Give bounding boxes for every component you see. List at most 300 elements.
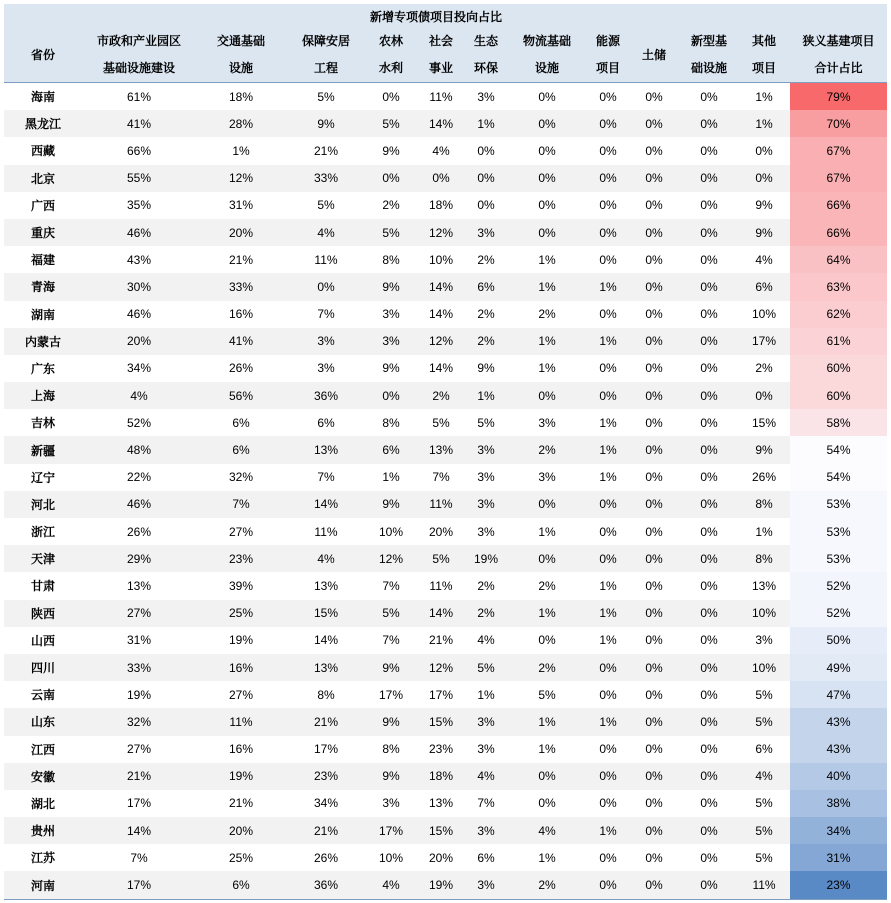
- total-share-cell: 62%: [790, 301, 887, 328]
- value-cell: 0%: [628, 137, 680, 164]
- value-cell: 0%: [628, 382, 680, 409]
- total-share-cell: 70%: [790, 110, 887, 137]
- value-cell: 3%: [366, 301, 416, 328]
- value-cell: 0%: [680, 464, 738, 491]
- value-cell: 4%: [506, 817, 588, 844]
- value-cell: 3%: [466, 708, 506, 735]
- value-cell: 0%: [506, 545, 588, 572]
- value-cell: 41%: [82, 110, 196, 137]
- value-cell: 14%: [416, 273, 466, 300]
- value-cell: 0%: [628, 763, 680, 790]
- table-row: [4, 844, 887, 871]
- table-row: [4, 518, 887, 545]
- value-cell: 4%: [416, 137, 466, 164]
- value-cell: 0%: [628, 871, 680, 899]
- value-cell: 5%: [738, 708, 790, 735]
- value-cell: 10%: [366, 844, 416, 871]
- value-cell: 1%: [738, 83, 790, 111]
- province-cell: 上海: [4, 382, 82, 409]
- value-cell: 0%: [738, 137, 790, 164]
- province-cell: 辽宁: [4, 464, 82, 491]
- table-row: [4, 192, 887, 219]
- total-share-cell: 31%: [790, 844, 887, 871]
- table-row: [4, 382, 887, 409]
- value-cell: 19%: [196, 763, 286, 790]
- value-cell: 1%: [738, 110, 790, 137]
- value-cell: 0%: [506, 165, 588, 192]
- value-cell: 0%: [506, 219, 588, 246]
- value-cell: 18%: [416, 763, 466, 790]
- column-header-0: 省份: [4, 28, 82, 83]
- value-cell: 15%: [286, 600, 366, 627]
- value-cell: 39%: [196, 572, 286, 599]
- value-cell: 26%: [196, 355, 286, 382]
- value-cell: 0%: [628, 355, 680, 382]
- value-cell: 0%: [680, 328, 738, 355]
- value-cell: 61%: [82, 83, 196, 111]
- value-cell: 17%: [366, 681, 416, 708]
- value-cell: 5%: [416, 545, 466, 572]
- value-cell: 1%: [196, 137, 286, 164]
- value-cell: 19%: [196, 627, 286, 654]
- value-cell: 0%: [680, 871, 738, 899]
- value-cell: 28%: [196, 110, 286, 137]
- value-cell: 2%: [466, 301, 506, 328]
- value-cell: 9%: [738, 436, 790, 463]
- value-cell: 7%: [286, 301, 366, 328]
- province-cell: 湖南: [4, 301, 82, 328]
- column-header-2-line2: 设施: [196, 55, 286, 83]
- value-cell: 0%: [588, 844, 628, 871]
- value-cell: 21%: [196, 246, 286, 273]
- value-cell: 0%: [628, 545, 680, 572]
- value-cell: 2%: [738, 355, 790, 382]
- value-cell: 27%: [196, 518, 286, 545]
- value-cell: 0%: [680, 137, 738, 164]
- value-cell: 0%: [286, 273, 366, 300]
- province-cell: 天津: [4, 545, 82, 572]
- column-header-2: 交通基础: [196, 28, 286, 55]
- value-cell: 0%: [588, 736, 628, 763]
- value-cell: 0%: [680, 518, 738, 545]
- value-cell: 26%: [738, 464, 790, 491]
- column-header-8: 能源: [588, 28, 628, 55]
- value-cell: 2%: [466, 572, 506, 599]
- column-header-6-line2: 环保: [466, 55, 506, 83]
- total-share-cell: 60%: [790, 382, 887, 409]
- value-cell: 4%: [466, 627, 506, 654]
- value-cell: 0%: [680, 382, 738, 409]
- total-share-cell: 43%: [790, 736, 887, 763]
- value-cell: 0%: [738, 382, 790, 409]
- value-cell: 2%: [466, 246, 506, 273]
- value-cell: 1%: [588, 409, 628, 436]
- value-cell: 0%: [628, 301, 680, 328]
- value-cell: 0%: [506, 192, 588, 219]
- value-cell: 0%: [588, 192, 628, 219]
- value-cell: 0%: [628, 708, 680, 735]
- value-cell: 0%: [588, 491, 628, 518]
- value-cell: 26%: [82, 518, 196, 545]
- value-cell: 33%: [82, 654, 196, 681]
- value-cell: 56%: [196, 382, 286, 409]
- value-cell: 0%: [588, 219, 628, 246]
- province-cell: 黑龙江: [4, 110, 82, 137]
- value-cell: 0%: [506, 83, 588, 111]
- value-cell: 8%: [286, 681, 366, 708]
- value-cell: 0%: [506, 790, 588, 817]
- province-cell: 福建: [4, 246, 82, 273]
- total-share-cell: 58%: [790, 409, 887, 436]
- total-share-cell: 63%: [790, 273, 887, 300]
- value-cell: 27%: [82, 600, 196, 627]
- value-cell: 41%: [196, 328, 286, 355]
- table-row: [4, 600, 887, 627]
- table-row: [4, 165, 887, 192]
- value-cell: 2%: [506, 654, 588, 681]
- value-cell: 5%: [366, 219, 416, 246]
- value-cell: 12%: [416, 328, 466, 355]
- province-cell: 四川: [4, 654, 82, 681]
- value-cell: 1%: [506, 273, 588, 300]
- table-row: [4, 491, 887, 518]
- value-cell: 11%: [286, 518, 366, 545]
- total-share-cell: 67%: [790, 137, 887, 164]
- value-cell: 0%: [506, 763, 588, 790]
- value-cell: 3%: [466, 436, 506, 463]
- table-row: [4, 572, 887, 599]
- value-cell: 0%: [680, 301, 738, 328]
- value-cell: 6%: [196, 409, 286, 436]
- total-share-cell: 79%: [790, 83, 887, 111]
- value-cell: 0%: [466, 137, 506, 164]
- value-cell: 0%: [680, 192, 738, 219]
- value-cell: 32%: [196, 464, 286, 491]
- value-cell: 26%: [286, 844, 366, 871]
- value-cell: 0%: [588, 137, 628, 164]
- value-cell: 9%: [738, 219, 790, 246]
- table-body: [4, 83, 887, 900]
- table-row: [4, 464, 887, 491]
- header-row-1: [4, 28, 887, 55]
- value-cell: 4%: [738, 763, 790, 790]
- value-cell: 14%: [286, 491, 366, 518]
- total-share-cell: 54%: [790, 464, 887, 491]
- value-cell: 5%: [286, 83, 366, 111]
- value-cell: 0%: [588, 790, 628, 817]
- value-cell: 9%: [466, 355, 506, 382]
- value-cell: 0%: [628, 491, 680, 518]
- value-cell: 1%: [506, 600, 588, 627]
- value-cell: 0%: [680, 246, 738, 273]
- total-share-cell: 34%: [790, 817, 887, 844]
- province-cell: 甘肃: [4, 572, 82, 599]
- value-cell: 0%: [416, 165, 466, 192]
- value-cell: 0%: [588, 83, 628, 111]
- value-cell: 14%: [416, 600, 466, 627]
- value-cell: 1%: [466, 382, 506, 409]
- value-cell: 43%: [82, 246, 196, 273]
- value-cell: 6%: [196, 436, 286, 463]
- value-cell: 17%: [416, 681, 466, 708]
- value-cell: 0%: [628, 192, 680, 219]
- column-header-12-line2: 合计占比: [790, 55, 887, 83]
- province-cell: 河南: [4, 871, 82, 899]
- value-cell: 31%: [82, 627, 196, 654]
- value-cell: 0%: [680, 681, 738, 708]
- table-caption: 新增专项债项目投向占比: [82, 4, 790, 28]
- value-cell: 1%: [588, 572, 628, 599]
- value-cell: 0%: [680, 273, 738, 300]
- value-cell: 52%: [82, 409, 196, 436]
- value-cell: 4%: [286, 545, 366, 572]
- value-cell: 1%: [588, 328, 628, 355]
- value-cell: 1%: [506, 844, 588, 871]
- table-row: [4, 627, 887, 654]
- value-cell: 1%: [506, 328, 588, 355]
- value-cell: 0%: [588, 110, 628, 137]
- value-cell: 3%: [466, 518, 506, 545]
- table-row: [4, 273, 887, 300]
- value-cell: 9%: [366, 491, 416, 518]
- value-cell: 20%: [416, 518, 466, 545]
- value-cell: 10%: [738, 600, 790, 627]
- value-cell: 0%: [680, 219, 738, 246]
- value-cell: 19%: [416, 871, 466, 899]
- value-cell: 4%: [738, 246, 790, 273]
- total-share-cell: 60%: [790, 355, 887, 382]
- value-cell: 4%: [466, 763, 506, 790]
- province-cell: 山东: [4, 708, 82, 735]
- column-header-9: 土储: [628, 28, 680, 83]
- value-cell: 4%: [286, 219, 366, 246]
- value-cell: 2%: [506, 301, 588, 328]
- value-cell: 10%: [416, 246, 466, 273]
- table-row: [4, 436, 887, 463]
- value-cell: 0%: [628, 219, 680, 246]
- value-cell: 8%: [366, 246, 416, 273]
- value-cell: 15%: [416, 708, 466, 735]
- value-cell: 11%: [738, 871, 790, 899]
- value-cell: 13%: [82, 572, 196, 599]
- province-cell: 重庆: [4, 219, 82, 246]
- total-header-spacer: [790, 4, 887, 28]
- value-cell: 0%: [680, 165, 738, 192]
- value-cell: 13%: [286, 654, 366, 681]
- table-row: [4, 83, 887, 111]
- total-share-cell: 66%: [790, 219, 887, 246]
- value-cell: 33%: [196, 273, 286, 300]
- column-header-7: 物流基础: [506, 28, 588, 55]
- column-header-3-line2: 工程: [286, 55, 366, 83]
- value-cell: 0%: [628, 790, 680, 817]
- province-cell: 青海: [4, 273, 82, 300]
- table-row: [4, 301, 887, 328]
- province-cell: 北京: [4, 165, 82, 192]
- value-cell: 13%: [286, 436, 366, 463]
- value-cell: 7%: [366, 572, 416, 599]
- value-cell: 3%: [286, 328, 366, 355]
- value-cell: 13%: [416, 436, 466, 463]
- value-cell: 9%: [366, 137, 416, 164]
- value-cell: 2%: [416, 382, 466, 409]
- value-cell: 0%: [628, 681, 680, 708]
- value-cell: 0%: [588, 246, 628, 273]
- value-cell: 0%: [588, 681, 628, 708]
- value-cell: 8%: [738, 491, 790, 518]
- value-cell: 0%: [628, 654, 680, 681]
- total-share-cell: 23%: [790, 871, 887, 899]
- value-cell: 15%: [738, 409, 790, 436]
- value-cell: 21%: [286, 708, 366, 735]
- column-header-4: 农林: [366, 28, 416, 55]
- value-cell: 2%: [366, 192, 416, 219]
- value-cell: 2%: [506, 436, 588, 463]
- value-cell: 0%: [588, 763, 628, 790]
- total-share-cell: 38%: [790, 790, 887, 817]
- value-cell: 3%: [466, 817, 506, 844]
- value-cell: 1%: [588, 273, 628, 300]
- value-cell: 21%: [196, 790, 286, 817]
- value-cell: 0%: [680, 83, 738, 111]
- value-cell: 0%: [588, 165, 628, 192]
- value-cell: 0%: [680, 844, 738, 871]
- total-share-cell: 49%: [790, 654, 887, 681]
- value-cell: 19%: [466, 545, 506, 572]
- value-cell: 0%: [628, 110, 680, 137]
- table-row: [4, 355, 887, 382]
- total-share-cell: 67%: [790, 165, 887, 192]
- table-row: [4, 246, 887, 273]
- value-cell: 0%: [506, 382, 588, 409]
- value-cell: 7%: [82, 844, 196, 871]
- value-cell: 5%: [366, 110, 416, 137]
- value-cell: 7%: [286, 464, 366, 491]
- value-cell: 17%: [738, 328, 790, 355]
- value-cell: 7%: [416, 464, 466, 491]
- value-cell: 0%: [680, 790, 738, 817]
- value-cell: 1%: [588, 708, 628, 735]
- table-row: [4, 871, 887, 899]
- value-cell: 0%: [680, 545, 738, 572]
- value-cell: 5%: [366, 600, 416, 627]
- value-cell: 17%: [82, 871, 196, 899]
- value-cell: 46%: [82, 301, 196, 328]
- value-cell: 0%: [466, 165, 506, 192]
- province-cell: 吉林: [4, 409, 82, 436]
- value-cell: 12%: [366, 545, 416, 572]
- value-cell: 27%: [82, 736, 196, 763]
- column-header-3: 保障安居: [286, 28, 366, 55]
- value-cell: 0%: [628, 464, 680, 491]
- total-share-cell: 53%: [790, 491, 887, 518]
- column-header-8-line2: 项目: [588, 55, 628, 83]
- province-cell: 贵州: [4, 817, 82, 844]
- value-cell: 25%: [196, 600, 286, 627]
- value-cell: 0%: [680, 817, 738, 844]
- value-cell: 9%: [366, 654, 416, 681]
- total-share-cell: 50%: [790, 627, 887, 654]
- value-cell: 25%: [196, 844, 286, 871]
- value-cell: 48%: [82, 436, 196, 463]
- value-cell: 5%: [506, 681, 588, 708]
- value-cell: 4%: [82, 382, 196, 409]
- province-cell: 广西: [4, 192, 82, 219]
- value-cell: 20%: [416, 844, 466, 871]
- value-cell: 33%: [286, 165, 366, 192]
- value-cell: 17%: [286, 736, 366, 763]
- value-cell: 11%: [196, 708, 286, 735]
- value-cell: 17%: [82, 790, 196, 817]
- value-cell: 36%: [286, 871, 366, 899]
- value-cell: 11%: [416, 572, 466, 599]
- value-cell: 12%: [416, 219, 466, 246]
- value-cell: 0%: [506, 137, 588, 164]
- value-cell: 10%: [366, 518, 416, 545]
- value-cell: 10%: [738, 654, 790, 681]
- value-cell: 3%: [286, 355, 366, 382]
- value-cell: 13%: [416, 790, 466, 817]
- value-cell: 1%: [588, 627, 628, 654]
- value-cell: 2%: [466, 328, 506, 355]
- province-cell: 西藏: [4, 137, 82, 164]
- value-cell: 6%: [366, 436, 416, 463]
- table-row: [4, 681, 887, 708]
- value-cell: 0%: [680, 600, 738, 627]
- province-cell: 海南: [4, 83, 82, 111]
- value-cell: 23%: [416, 736, 466, 763]
- column-header-11-line2: 项目: [738, 55, 790, 83]
- value-cell: 14%: [416, 301, 466, 328]
- value-cell: 0%: [680, 436, 738, 463]
- value-cell: 1%: [466, 110, 506, 137]
- table-container: [4, 4, 887, 900]
- value-cell: 14%: [82, 817, 196, 844]
- province-cell: 内蒙古: [4, 328, 82, 355]
- value-cell: 35%: [82, 192, 196, 219]
- value-cell: 7%: [366, 627, 416, 654]
- value-cell: 6%: [738, 273, 790, 300]
- value-cell: 9%: [366, 763, 416, 790]
- value-cell: 0%: [628, 627, 680, 654]
- value-cell: 3%: [466, 464, 506, 491]
- value-cell: 22%: [82, 464, 196, 491]
- value-cell: 1%: [588, 436, 628, 463]
- table-row: [4, 763, 887, 790]
- column-header-11: 其他: [738, 28, 790, 55]
- value-cell: 8%: [738, 545, 790, 572]
- value-cell: 11%: [416, 83, 466, 111]
- value-cell: 1%: [366, 464, 416, 491]
- value-cell: 9%: [366, 273, 416, 300]
- value-cell: 0%: [628, 436, 680, 463]
- value-cell: 34%: [82, 355, 196, 382]
- value-cell: 11%: [286, 246, 366, 273]
- value-cell: 21%: [416, 627, 466, 654]
- value-cell: 3%: [466, 83, 506, 111]
- value-cell: 11%: [416, 491, 466, 518]
- value-cell: 5%: [738, 790, 790, 817]
- column-header-10: 新型基: [680, 28, 738, 55]
- value-cell: 0%: [680, 355, 738, 382]
- value-cell: 0%: [628, 572, 680, 599]
- province-cell: 陕西: [4, 600, 82, 627]
- value-cell: 0%: [680, 654, 738, 681]
- value-cell: 1%: [506, 708, 588, 735]
- value-cell: 55%: [82, 165, 196, 192]
- value-cell: 21%: [286, 137, 366, 164]
- column-header-1-line2: 基础设施建设: [82, 55, 196, 83]
